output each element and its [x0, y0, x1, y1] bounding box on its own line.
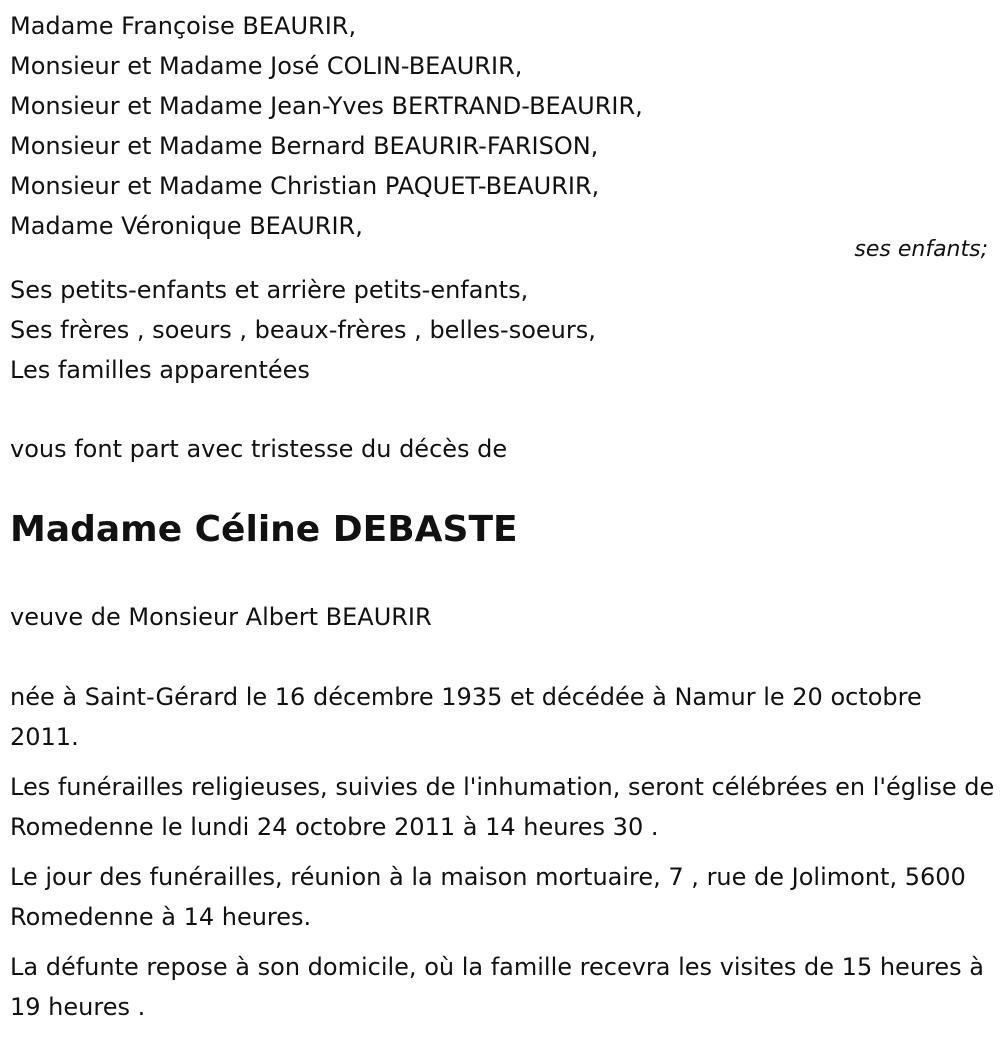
relative-line: Ses petits-enfants et arrière petits-enfants,	[10, 276, 529, 304]
funeral-paragraph: Les funérailles religieuses, suivies de l'inhumation, seront célébrées en l'église de Romedenne le lundi 24 octobre 2011 à 14 heures 30 .	[10, 773, 995, 841]
children-list	[10, 6, 643, 246]
relative-line: Ses frères , soeurs , beaux-frères , belles-soeurs,	[10, 316, 596, 344]
visitation-paragraph: La défunte repose à son domicile, où la famille recevra les visites de 15 heures à 19 heures .	[10, 953, 984, 1021]
gathering-paragraph: Le jour des funérailles, réunion à la maison mortuaire, 7 , rue de Jolimont, 5600 Romedenne à 14 heures.	[10, 863, 966, 931]
child-line: Madame Françoise BEAURIR,	[10, 12, 357, 40]
widow-of: veuve de Monsieur Albert BEAURIR	[10, 603, 432, 631]
birth-death-paragraph: née à Saint-Gérard le 16 décembre 1935 et décédée à Namur le 20 octobre 2011.	[10, 683, 922, 751]
relative-line: Les familles apparentées	[10, 356, 310, 384]
children-role-label: ses enfants;	[854, 237, 988, 262]
announcement-intro: vous font part avec tristesse du décès de	[10, 435, 508, 463]
details-section	[10, 677, 995, 1037]
child-line: Monsieur et Madame Jean-Yves BERTRAND-BEAURIR,	[10, 92, 643, 120]
deceased-name: Madame Céline DEBASTE	[10, 509, 518, 550]
relatives-list	[10, 270, 596, 390]
child-line: Madame Véronique BEAURIR,	[10, 212, 363, 240]
child-line: Monsieur et Madame Christian PAQUET-BEAURIR,	[10, 172, 600, 200]
child-line: Monsieur et Madame Bernard BEAURIR-FARISON,	[10, 132, 599, 160]
child-line: Monsieur et Madame José COLIN-BEAURIR,	[10, 52, 523, 80]
